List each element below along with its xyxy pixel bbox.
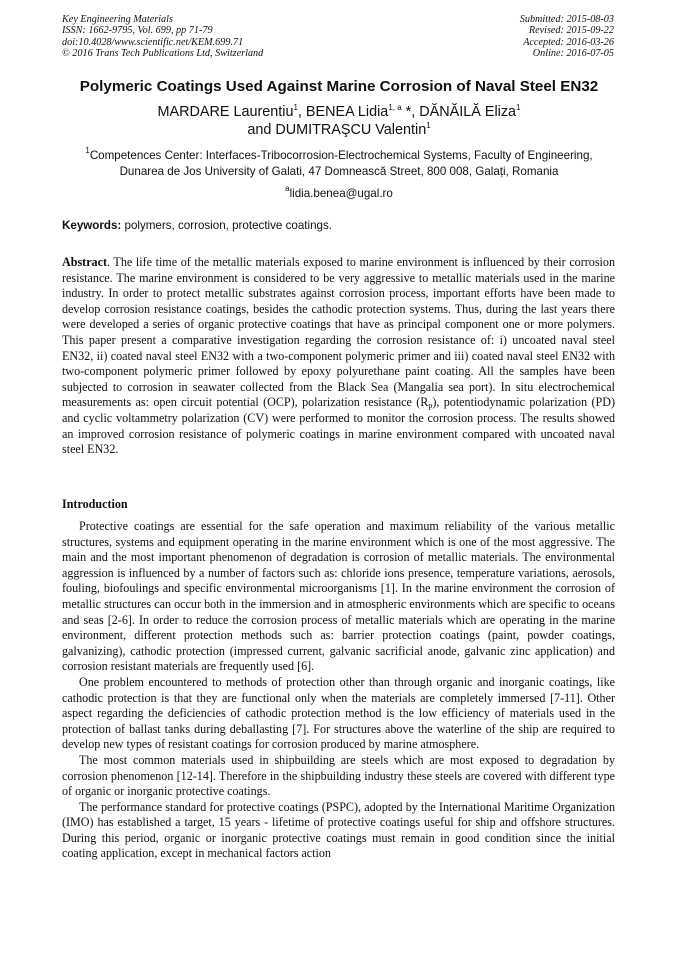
issn-line: ISSN: 1662-9795, Vol. 699, pp 71-79 [62,25,213,37]
email-mark: a [285,184,290,193]
submitted-date: Submitted: 2015-08-03 [519,14,614,25]
doi-line: doi:10.4028/www.scientific.net/KEM.699.71 [62,36,244,48]
affiliation [0,148,678,179]
paragraph: The most common materials used in shipbuilding are steels which are most exposed to degradation by corrosion phenomenon [12-14]. Therefore in the shipbuilding industry these steels are covered with different type of organic or inorganic protective coatings. [62,752,615,799]
revised-date: Revised: 2015-09-22 [528,25,614,37]
keywords-label: Keywords: [62,219,122,232]
introduction-body [62,519,615,862]
author-affiliation-mark: 1 [293,103,298,112]
author-affiliation-mark: 1 [426,121,431,130]
affiliation-line: Competences Center: Interfaces-Tribocorrosion-Electrochemical Systems, Faculty of Engineering, [89,149,593,162]
copyright-line: © 2016 Trans Tech Publications Ltd, Switzerland [62,48,264,60]
paragraph: Protective coatings are essential for the safe operation and maximum reliability of the various metallic structures, systems and equipment operating in the marine environment which is one of the most aggressive. The main and the most important phenomenon of degradation is corrosion of metallic materials. The environmental aggression is influenced by a number of factors such as: chloride ions presence, temperature variations, aerosols, fouling, biofoulings and specific environmental microorganisms [1]. In the marine environment the corrosion of metallic structures can occur both in the immersion and in atmospheric environments which are specific to oceans and seas [2-6]. In order to reduce the corrosion process of metallic materials which are operating in the marine environment, different protection methods such as: barrier protection coatings (paint, powder coatings, galvanizing), cathodic protection (impressed current, galvanic sacrificial anode, galvanic zinc application) and corrosion resistant materials are frequently used [6]. [62,519,615,674]
abstract-text: ), potentiodynamic polarization (PD) and cyclic voltammetry polarization (CV) were performed to monitor the corrosion process. The results showed an improved corrosion resistance of polymeric coatings in marine environment compared with uncoated naval steel EN32. [62,395,615,457]
author-name: DĂNĂILĂ Eliza [419,104,517,120]
publication-dates [520,14,614,60]
email-address: lidia.benea@ugal.ro [289,187,393,200]
accepted-date: Accepted: 2016-03-26 [523,36,614,48]
online-date: Online: 2016-07-05 [532,48,614,60]
paragraph: The performance standard for protective coatings (PSPC), adopted by the International Maritime Organization (IMO) has established a target, 15 years - lifetime of protective coatings useful for ship and offshore structures. During this period, organic or inorganic protective coatings must remain in good condition since the initial coating application, except in mechanical factors action [62,799,615,861]
author-affiliation-mark: 1 [516,103,521,112]
affiliation-mark: 1 [85,146,90,155]
contact-email [0,184,678,200]
author-name: , BENEA Lidia [297,104,389,120]
author-name: and DUMITRAŞCU Valentin [247,122,427,138]
abstract [62,255,615,458]
paper-title: Polymeric Coatings Used Against Marine Corrosion of Naval Steel EN32 [79,78,599,95]
affiliation-line: Dunarea de Jos University of Galati, 47 Domnească Street, 800 008, Galați, Romania [119,164,559,178]
abstract-text: . The life time of the metallic materials exposed to marine environment is influenced by their corrosion resistance. The marine environment is considered to be very aggressive to metallic materials used in the marine industry. In order to protect metallic substrates against corrosion process, important efforts have been made to develop corrosion resistance coatings, besides the cathodic protection systems. Thus, during the last years there were developed a series of organic protective coatings that have as principal component one or more polymers. This paper present a comparative investigation regarding the corrosion resistance of: i) uncoated naval steel EN32, ii) coated naval steel EN32 with a two-component polymeric primer and iii) coated naval steel EN32 with two-component polymeric primer followed by epoxy polyurethane paint coating. All the samples have been subjected to corrosion in seawater collected from the Black Sea (Mangalia sea port). In situ electrochemical measurements as: open circuit potential (OCP), polarization resistance (R [62,255,615,410]
corresponding-mark: *, [401,104,420,120]
author-name: MARDARE Laurentiu [157,104,294,120]
journal-info [62,14,263,60]
keywords-text: polymers, corrosion, protective coatings. [121,219,332,232]
abstract-label: Abstract [62,255,108,269]
journal-name: Key Engineering Materials [62,14,173,25]
author-affiliation-mark: 1, a [388,103,402,112]
author-list [0,103,678,139]
section-heading: Introduction [62,497,128,511]
abstract-subscript: p [428,401,433,411]
paragraph: One problem encountered to methods of protection other than through organic and inorganic coatings, like cathodic protection is that they are functional only when the materials are completely immersed [7-11]. Other aspect regarding the deficiencies of cathodic protection method is the low efficiency of materials used in the protection of ballast tanks during deballasting [7]. For structures above the waterline of the ship are required to develop new types of resistant coatings for corrosion produced by marine atmosphere. [62,674,615,752]
keywords [62,219,618,232]
